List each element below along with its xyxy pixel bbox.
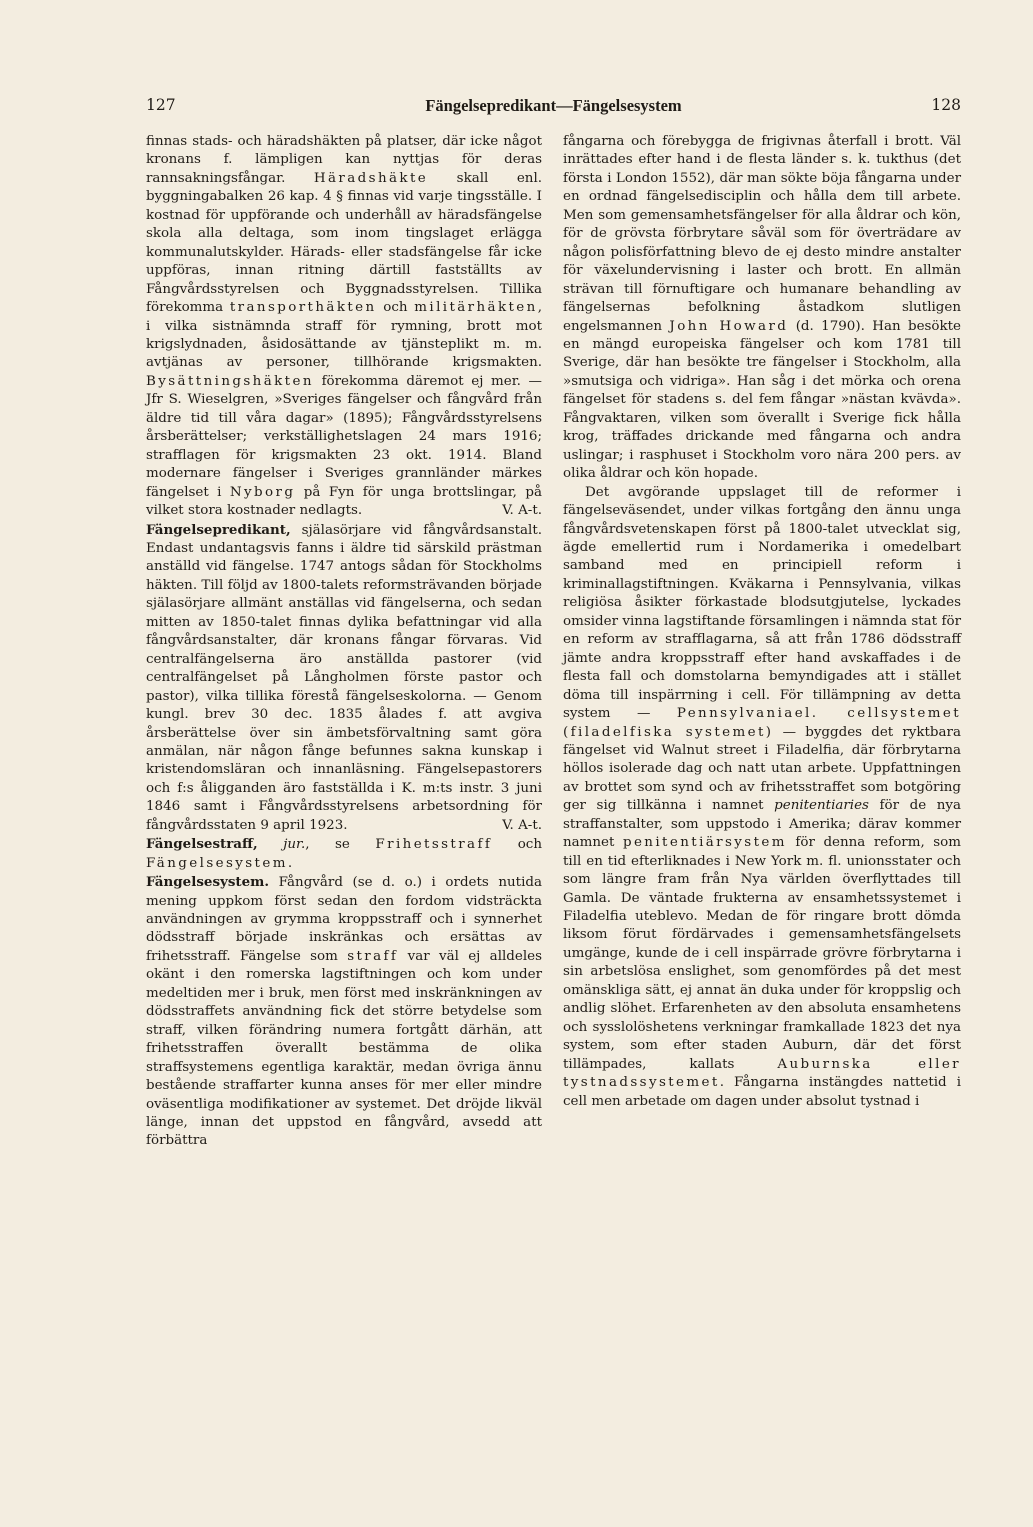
paragraph-reform bbox=[563, 484, 961, 1111]
paragraph-continuation bbox=[563, 133, 961, 484]
text: var väl ej alldeles okänt i den romerska lagstiftningen och kom under medeltiden mer i bruk, men först med inskränkningen av dödsstraffets användning fick det större betydelse som straff, vilken förändring numera fortgått därhän, att frihetsstraffen överallt bestämma de olika straffsystemens egentliga karaktär, medan övriga ännu bestående straffarter kunna anses för mer eller mindre oväsentliga modifikationer av systemet. Det dröjde likväl länge, innan det uppstod en fångvård, avsedd att förbättra bbox=[146, 948, 542, 1149]
spaced-term: Häradshäkte bbox=[313, 170, 429, 186]
text: på Fyn för unga brottslingar, på vilket stora kostnader nedlagts. bbox=[146, 484, 542, 519]
text: . Fångarna instängdes nattetid i cell men arbetade om dagen under absolut tystnad i bbox=[563, 1075, 961, 1109]
spaced-term: transporthäkten bbox=[229, 300, 377, 316]
spaced-term: Nyborg bbox=[229, 484, 296, 500]
spaced-term: penitentiärsystem bbox=[622, 835, 787, 851]
entry-headword: Fängelsesystem. bbox=[146, 874, 270, 891]
spaced-term: militärhäkten bbox=[414, 300, 538, 316]
page-number-right: 128 bbox=[931, 96, 961, 114]
text: Det avgörande uppslaget till de reformer i fängelseväsendet, under vilkas fortgång den ännu unga fångvårdsvetenskapen först på 1800-talet utvecklat sig, ägde emellertid rum i Nordamerika i omedelbart samband med en principiell reform i kriminallagstiftningen. Kväkarna i Pennsylvania, vilkas religiösa åsikter förkastade blodsutgjutelse, lyckades omsider vinna lagstiftande församlingen i nämnda stat för en reform av strafflagarna, så att från 1786 dödsstraff jämte andra kroppsstraff efter hand avskaffades i de flesta fall och domstolarna bemyndigades att i stället döma till inspärrning i cell. För tillämpning av detta system — bbox=[563, 484, 961, 722]
text: . bbox=[287, 855, 293, 871]
spaced-term: Frihetsstraff bbox=[375, 837, 493, 853]
spaced-term: Fängelsesystem bbox=[146, 855, 288, 871]
entry-fangelsepredikant bbox=[146, 521, 542, 836]
entry-headword: Fängelsestraff, bbox=[146, 836, 258, 853]
spaced-term: John Howard bbox=[669, 318, 789, 334]
spaced-term: Auburnska eller tystnadssystemet bbox=[563, 1056, 961, 1091]
running-title: Fängelsepredikant—Fängelsesystem bbox=[425, 96, 682, 115]
italic-term: penitentiaries bbox=[774, 798, 869, 814]
spaced-term: straff bbox=[347, 948, 399, 964]
right-column bbox=[563, 133, 961, 1111]
entry-fangelsestraff bbox=[146, 835, 542, 873]
paragraph-haradshakte bbox=[146, 133, 542, 521]
spaced-term: Bysättningshäkten bbox=[146, 373, 314, 389]
text: , se bbox=[305, 837, 350, 853]
text: fångarna och förebygga de frigivnas återfall i brott. Väl inrättades efter hand i de flesta länder s. k. tukthus (det första i London 1552), där man sökte böja fångarna under en ordnad fängelsedisciplin och hålla dem till arbete. Men som gemensamhetsfängelser för alla åldrar och kön, för de grövsta förbrytare såväl som för överträdare av någon polisförfattning blevo de ej desto mindre anstalter för växelundervisning i laster och brott. En allmän strävan till förnuftigare och humanare behandling av fängelsernas befolkning åstadkom slutligen engelsmannen bbox=[563, 134, 961, 334]
author-signature: V. A-t. bbox=[502, 817, 542, 833]
text: och bbox=[517, 837, 542, 853]
text: (d. 1790). Han besökte en mängd europeiska fängelser och kom 1781 till Sverige, där han besökte tre fängelser i Stockholm, alla »smutsiga och vidriga». Han såg i det mörka och orena fängelset för stadens s. del fem fångar »nästan kvävda». Fångvaktaren, vilken som överallt i Sverige fick hålla krog, träffades drickande med fångarna och andra uslingar; i rasphuset i Stockholm voro nära 200 pers. av olika åldrar och kön hopade. bbox=[563, 318, 962, 482]
text: förekomma däremot ej mer. — Jfr S. Wieselgren, »Sveriges fängelser och fångvård från äldre tid till våra dagar» (1895); Fångvårdsstyrelsens årsberättelser; verkställighetslagen 24 mars 1916; strafflagen för krigsmakten 23 okt. 1914. Bland modernare fängelser i Sveriges grannländer märkes fängelset i bbox=[146, 373, 542, 500]
text: för denna reform, som till en tid efterliknades i New York m. fl. unionsstater och som längre fram från Nya världen överflyttades till Gamla. De väntade frukterna av ensamhetssystemet i Filadelfia uteblevo. Medan de för ringare brott dömda liksom förut fördärvades i gemensamhetsfängelsets umgänge, kunde de i cell inspärrade grövre förbrytarna i sin arbetslösa enslighet, som genomfördes på det mest omänskliga sätt, ej annat än duka under för kroppslig och andlig slöhet. Erfarenheten av den absoluta ensamhetens och sysslolöshetens verkningar framkallade 1823 det nya system, som efter staden Auburn, där det först tillämpades, kallats bbox=[563, 835, 961, 1072]
spaced-term: Pennsylvaniael. cellsystemet (filadelfiska systemet) bbox=[563, 706, 961, 740]
text: för de nya straffanstalter, som uppstodo i Amerika; därav kommer namnet bbox=[563, 798, 961, 851]
author-signature: V. A-t. bbox=[502, 503, 542, 519]
text: skall enl. byggningabalken 26 kap. 4 § finnas vid varje tingsställe. I kostnad för uppförande och underhåll av häradsfängelse skola alla deltaga, som inom tingslaget erlägga kommunalutskylder. Härads- eller stadsfängelse får icke uppföras, innan ritning därtill fastställts av Fångvårdsstyrelsen och Byggnadsstyrelsen. Tillika förekomma bbox=[146, 170, 543, 316]
text: , i vilka sistnämnda straff för rymning, brott mot krigslydnaden, åsidosättande av tjänsteplikt m. m. avtjänas av personer, tillhörande krigsmakten. bbox=[146, 300, 542, 371]
text: själasörjare vid fångvårdsanstalt. Endast undantagsvis fanns i äldre tid särskild prästman anställd vid fängelse. 1747 antogs sådan för Stockholms häkten. Till följd av 1800-talets reformsträvanden började själasörjare allmänt anställas vid fängelserna, och sedan mitten av 1850-talet finnas dylika befattningar vid alla fångvårdsanstalter, där kronans fångar förvaras. Vid centralfängelserna äro anställda pastorer (vid centralfängelset på Långholmen förste pastor och pastor), vilka tillika förestå fängelseskolorna. — Genom kungl. brev 30 dec. 1835 ålades f. att avgiva årsberättelse över sin ämbetsförvaltning samt göra anmälan, när någon fånge befunnes sakna kunskap i kristendomsläran och innanläsning. Fängelsepastorers och f:s åligganden äro fastställda i K. m:ts instr. 3 juni 1846 samt i Fångvårdsstyrelsens arbetsordning för fångvårdsstaten 9 april 1923. bbox=[146, 522, 542, 833]
page-header bbox=[146, 96, 961, 120]
left-column bbox=[146, 133, 542, 1151]
page-number-left: 127 bbox=[146, 96, 176, 114]
text: finnas stads- och häradshäkten på platser, där icke något kronans f. lämpligen kan nyttjas för deras rannsakningsfångar. bbox=[146, 134, 542, 186]
text: Fångvård (se d. o.) i ordets nutida mening uppkom först sedan den fordom vidsträckta användningen av grymma kroppsstraff och i synnerhet dödsstraff började inskränkas och ersättas av frihetsstraff. Fängelse som bbox=[146, 875, 542, 964]
entry-fangelsesystem bbox=[146, 873, 542, 1151]
text: — byggdes det ryktbara fängelset vid Walnut street i Filadelfia, där förbrytarna höllos isolerade dag och natt utan arbete. Uppfattningen av brottet som synd och av frihetsstraffet som botgöring ger sig tillkänna i namnet bbox=[563, 724, 961, 814]
text: jur. bbox=[283, 837, 306, 853]
entry-headword: Fängelsepredikant, bbox=[146, 521, 291, 538]
text: och bbox=[383, 300, 408, 316]
